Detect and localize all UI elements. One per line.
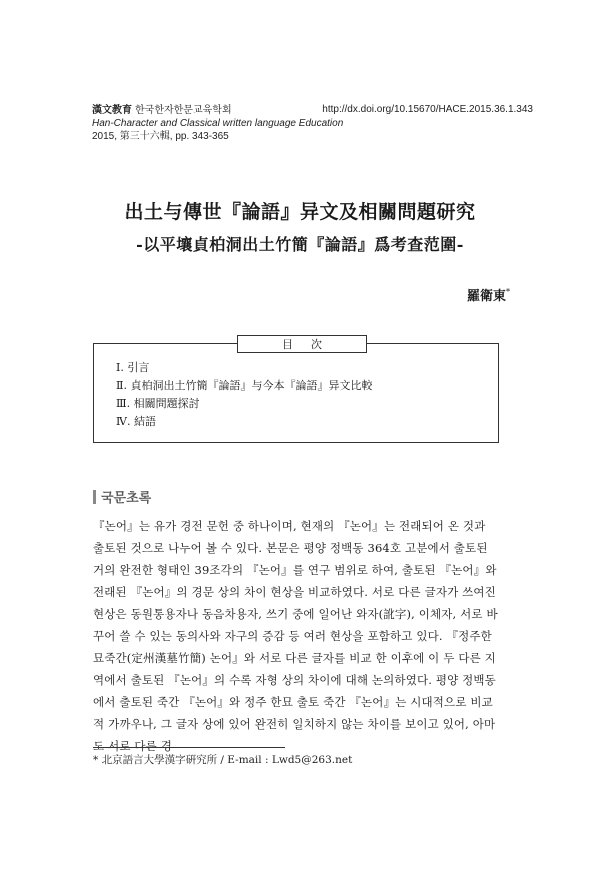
toc-item: Ⅰ. 引言 [116,361,150,374]
journal-name: 漢文教育 [92,105,132,116]
table-of-contents [93,338,499,443]
journal-issue: 2015, 第三十六輯, pp. 343-365 [92,131,229,142]
heading-bar-marker [93,490,96,504]
toc-heading-box [237,335,367,353]
toc-item: Ⅱ. 貞柏洞出土竹簡『論語』与今本『論語』异文比較 [116,379,373,392]
toc-item: Ⅳ. 結語 [116,415,156,428]
journal-society: 한국한자한문교육학회 [135,105,232,116]
abstract-heading-text: 국문초록 [101,490,152,505]
toc-list [116,359,372,431]
doi-link[interactable]: http://dx.doi.org/10.15670/HACE.2015.36.1.343 [322,104,533,115]
abstract-body: 『논어』는 유가 경전 문헌 중 하나이며, 현재의 『논어』는 전래되어 온 것과 출토된 것으로 나누어 볼 수 있다. 본문은 평양 정백동 364호 고분에서 출토된 거의 완전한 형태인 39조각의 『논어』를 연구 범위로 하여, 출토된 『논어』와 전래된 『논어』의 경문 상의 차이 현상을 비교하였다. 서로 다른 글자가 쓰여진 현상은 동원통용자나 동음차용자, 쓰기 중에 일어난 와자(訛字), 이체자, 서로 바꾸어 쓸 수 있는 동의사와 자구의 증감 등 여러 현상을 포함하고 있다. 『정주한묘죽간(定州漢墓竹簡) 논어』와 서로 다른 글자를 비교 한 이후에 이 두 다른 지역에서 출토된 『논어』의 수록 자형 상의 차이에 대해 논의하였다. 평양 정백동에서 출토된 죽간 『논어』와 정주 한묘 출토 죽간 『논어』는 시대적으로 비교적 가까우나, 그 글자 상에 있어 완전히 일치하지 않는 차이를 보이고 있어, 아마도 서로 다른 경 [93,519,498,753]
toc-item: Ⅲ. 相關問題探討 [116,397,200,410]
journal-english-name: Han-Character and Classical written language Education [92,118,344,129]
journal-info [92,104,343,143]
author-text: 羅衛東 [466,289,506,304]
author-footnote: * 北京語言大學漢字硏究所 / E-mail : Lwd5@263.net [93,754,353,766]
article-subtitle: -以平壤貞柏洞出土竹簡『論語』爲考查范圍- [136,235,464,254]
author-footnote-mark: * [506,287,510,297]
author-name [467,285,510,304]
article-title: 出土与傳世『論語』异文及相關問題研究 [124,201,476,223]
toc-heading: 目次 [282,338,340,351]
abstract-heading [93,487,151,506]
footnote-divider [93,747,285,748]
